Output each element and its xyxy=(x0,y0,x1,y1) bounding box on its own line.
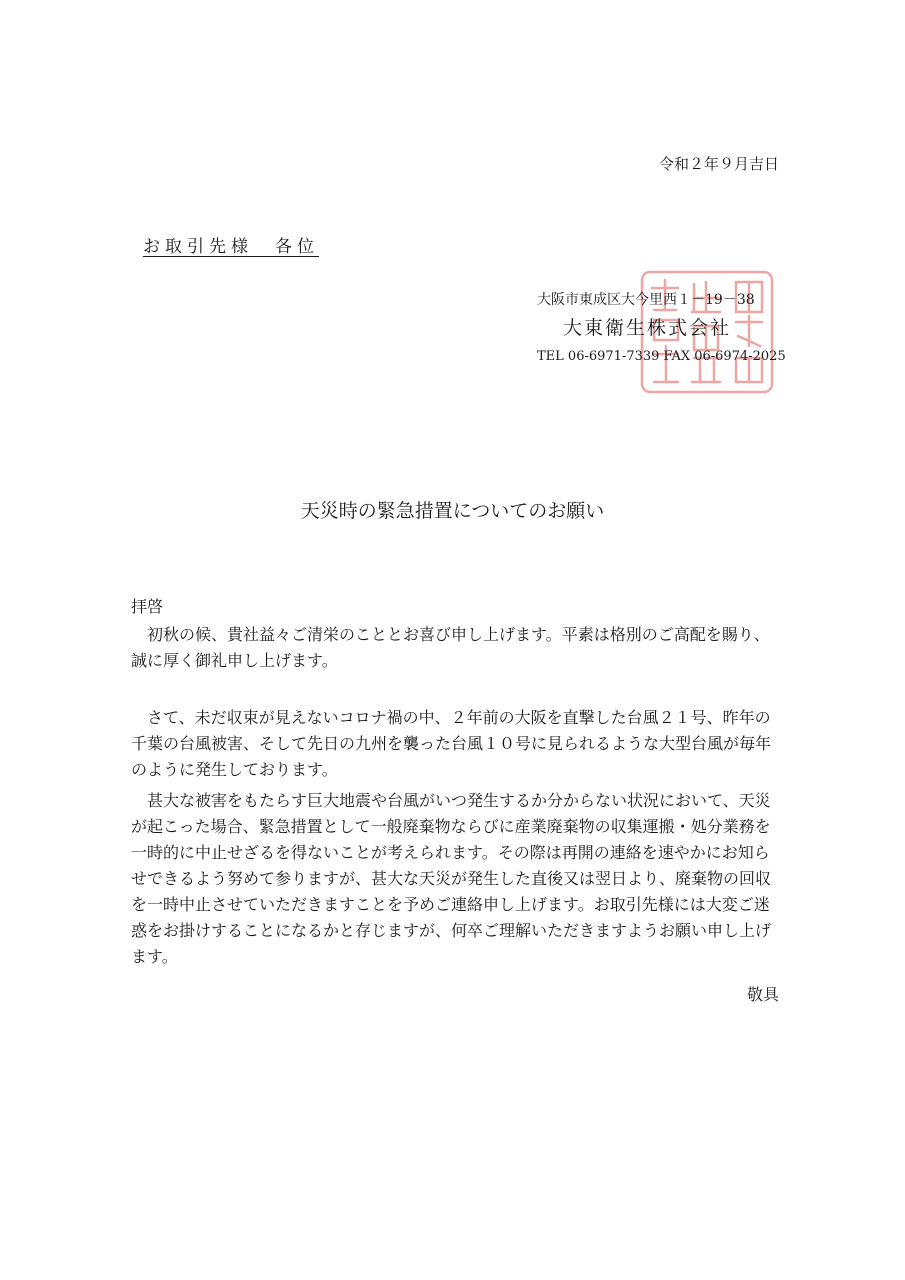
text-line: 一時的に中止せざるを得ないことが考えられます。その際は再開の連絡を速やかにお知ら xyxy=(131,843,770,862)
salutation: 拝啓 xyxy=(131,597,164,616)
sender-contact: TEL 06-6971-7339 FAX 06-6974-2025 xyxy=(537,349,786,364)
closing: 敬具 xyxy=(746,985,779,1004)
paragraph-greeting xyxy=(131,622,781,674)
paragraph-request xyxy=(131,788,781,970)
document-title: 天災時の緊急措置についてのお願い xyxy=(300,500,605,522)
text-line: 千葉の台風被害、そして先日の九州を襲った台風１０号に見られるような大型台風が毎年 xyxy=(131,734,772,753)
sender-company: 大東衛生株式会社 xyxy=(563,317,732,339)
text-line: 誠に厚く御礼申し上げます。 xyxy=(131,651,338,670)
sender-address: 大阪市東成区大今里西１－19－38 xyxy=(537,292,755,308)
text-line: 惑をお掛けすることになるかと存じますが、何卒ご理解いただきますようお願い申し上げ xyxy=(131,921,772,940)
text-line: 初秋の候、貴社益々ご清栄のこととお喜び申し上げます。平素は格別のご高配を賜り、 xyxy=(131,625,770,644)
text-line: が起こった場合、緊急措置として一般廃棄物ならびに産業廃棄物の収集運搬・処分業務を xyxy=(131,817,771,836)
text-line: さて、未だ収束が見えないコロナ禍の中、２年前の大阪を直撃した台風２１号、昨年の xyxy=(131,708,771,727)
paragraph-background xyxy=(131,705,781,783)
text-line: ます。 xyxy=(131,947,178,966)
text-line: せできるよう努めて参りますが、甚大な天災が発生した直後又は翌日より、廃棄物の回収 xyxy=(131,869,772,888)
text-line: のように発生しております。 xyxy=(131,760,338,779)
text-line: 甚大な被害をもたらす巨大地震や台風がいつ発生するか分からない状況において、天災 xyxy=(131,791,771,810)
text-line: を一時中止させていただきますことを予めご連絡申し上げます。お取引先様には大変ご迷 xyxy=(131,895,770,914)
recipients: お取引先様 各位 xyxy=(143,237,319,257)
document-date: 令和２年９月吉日 xyxy=(658,155,779,173)
